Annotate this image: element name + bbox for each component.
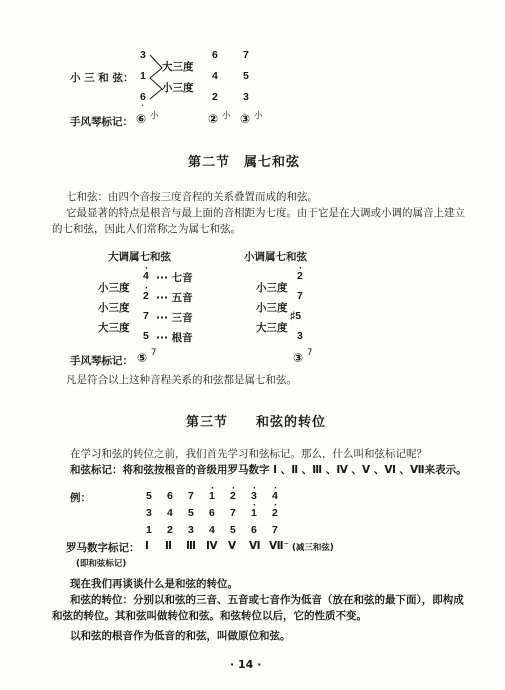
roman-numeral: Ⅰ: [145, 540, 149, 552]
example-note: · 2: [272, 507, 278, 519]
interval-label: 小三度: [98, 282, 130, 294]
roman-numeral: Ⅴ: [228, 540, 237, 552]
interval-label: 小三度: [256, 282, 288, 294]
triad-note-1: 1: [140, 70, 146, 82]
example-note: 2: [167, 524, 173, 536]
interval-label: 小三度: [256, 302, 288, 314]
interval-label: 大三度: [256, 322, 288, 334]
roman-sublabel: (即和弦标记): [76, 559, 127, 569]
accordion-label: 手风琴标记：: [70, 116, 133, 128]
accordion-mark: ②: [208, 112, 219, 126]
example-note: 3: [146, 507, 152, 519]
paragraph: 它最显著的特点是根音与最上面的音相距为七度。由于它是在大调或小调的属音上建立: [66, 207, 465, 219]
paragraph: 和弦的转位。其和弦叫做转位和弦。和弦转位以后，它的性质不变。: [52, 610, 367, 622]
accordion-mark: ⑤: [137, 351, 148, 365]
major-dominant-seventh-title: 大调属七和弦: [108, 251, 171, 263]
accordion-label: 手风琴标记：: [70, 355, 133, 367]
example-note: 7: [272, 524, 278, 536]
chord-note: 7: [143, 310, 149, 322]
chord-note: 3: [297, 330, 303, 342]
example-note: · 2: [230, 490, 236, 502]
interval-minor-third: 小三度: [162, 82, 194, 94]
example-note: 3: [188, 524, 194, 536]
triad-note-6: 6: [140, 91, 146, 103]
example-note: · 3: [251, 490, 257, 502]
example-note: · 1: [209, 490, 215, 502]
note-role: ··· 三音: [156, 312, 193, 324]
example-note: 1: [146, 524, 152, 536]
chord-note: 7: [297, 290, 303, 302]
example-label: 例：: [70, 492, 91, 504]
accordion-mark: ③: [240, 112, 251, 126]
example-note: · 1: [251, 507, 257, 519]
col2-note: 4: [212, 70, 218, 82]
example-note: · 4: [272, 490, 278, 502]
chord-note: 5: [143, 330, 149, 342]
example-note: 5: [230, 524, 236, 536]
roman-numeral: Ⅶ⁻: [269, 540, 290, 552]
chord-note: · 4: [143, 270, 149, 282]
col2-note: 2: [212, 91, 218, 103]
paragraph: 现在我们再谈谈什么是和弦的转位。: [70, 578, 238, 590]
interval-major-third: 大三度: [162, 61, 194, 73]
page-number: · 14 ·: [230, 658, 262, 671]
note-role: ··· 七音: [156, 272, 193, 284]
col2-note: 6: [212, 49, 218, 61]
chord-note: ♯5: [290, 310, 302, 322]
accordion-mark: ⑥: [136, 112, 147, 126]
chord-note: · 2: [297, 270, 303, 282]
roman-numeral: Ⅵ: [249, 540, 261, 552]
col3-note: 7: [243, 49, 249, 61]
paragraph: 七和弦：由四个音按三度音程的关系叠置而成的和弦。: [66, 191, 318, 203]
section-title: 第三节 和弦的转位: [186, 415, 327, 430]
mark-sup: 7: [307, 348, 313, 358]
low-dot: ·: [141, 101, 145, 112]
mark-sup: 7: [151, 348, 157, 358]
example-note: 4: [167, 507, 173, 519]
example-note: 4: [209, 524, 215, 536]
roman-numeral: Ⅲ: [186, 540, 196, 552]
interval-label: 小三度: [98, 302, 130, 314]
paragraph: 的七和弦，因此人们常称之为属七和弦。: [52, 223, 241, 235]
example-note: 5: [146, 490, 152, 502]
paragraph: 以和弦的根音作为低音的和弦，叫做原位和弦。: [70, 630, 291, 642]
paragraph: 和弦标记：将和弦按根音的音级用罗马数字 Ⅰ 、Ⅱ 、Ⅲ 、Ⅳ 、Ⅴ 、Ⅵ 、Ⅶ来表示。: [70, 464, 467, 476]
minor-dominant-seventh-title: 小调属七和弦: [244, 251, 307, 263]
roman-numeral: Ⅱ: [165, 540, 172, 552]
col3-note: 5: [243, 70, 249, 82]
chord-note: · 2: [143, 290, 149, 302]
minor-triad-label: 小 三 和 弦：: [70, 72, 134, 84]
triad-note-3: 3: [140, 49, 146, 61]
diminished-note: (减三和弦): [292, 543, 334, 553]
roman-label: 罗马数字标记：: [66, 542, 140, 554]
roman-numeral: Ⅳ: [206, 540, 218, 552]
accordion-mark: ③: [293, 351, 304, 365]
note-role: ··· 五音: [156, 292, 193, 304]
example-note: 7: [230, 507, 236, 519]
paragraph: 凡是符合以上这种音程关系的和弦都是属七和弦。: [66, 374, 297, 386]
mark-sup: 小: [222, 111, 231, 121]
mark-sup: 小: [254, 111, 263, 121]
paragraph: 和弦的转位：分别以和弦的三音、五音或七音作为低音（放在和弦的最下面），即构成: [70, 594, 464, 606]
example-note: 6: [251, 524, 257, 536]
paragraph: 在学习和弦的转位之前，我们首先学习和弦标记。那么，什么叫和弦标记呢？: [70, 448, 427, 460]
note-role: ··· 根音: [156, 332, 193, 344]
section-title: 第二节 属七和弦: [188, 155, 301, 170]
interval-label: 大三度: [98, 322, 130, 334]
example-note: 6: [209, 507, 215, 519]
example-note: 7: [188, 490, 194, 502]
mark-sup: 小: [150, 111, 159, 121]
example-note: 5: [188, 507, 194, 519]
col3-note: 3: [243, 91, 249, 103]
example-note: 6: [167, 490, 173, 502]
